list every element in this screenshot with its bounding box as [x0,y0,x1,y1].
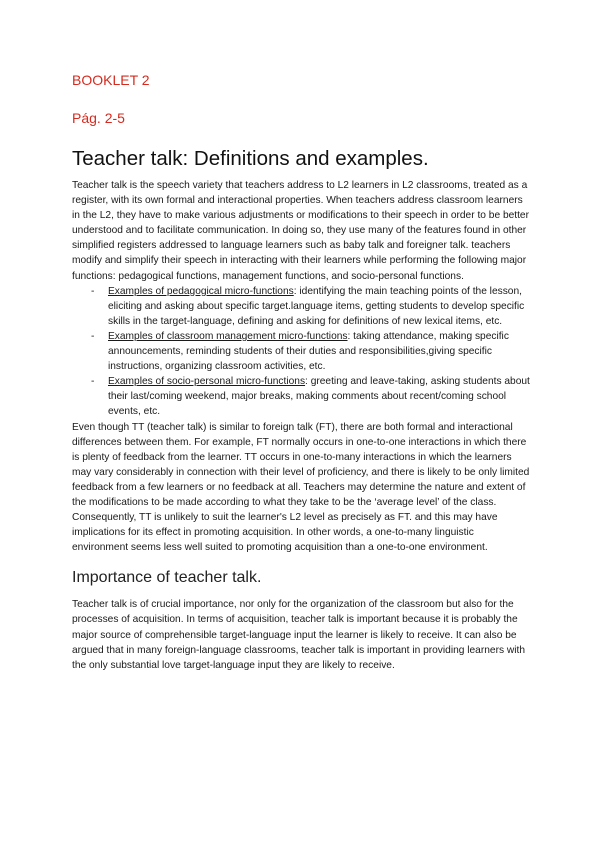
list-item-text: : greeting and leave-taking, asking students about their last/coming weekend, major breaks, making comments about recent/coming school events, etc. [108,376,530,418]
list-dash: - [91,285,95,297]
list-dash: - [91,376,95,388]
importance-paragraph: Teacher talk is of crucial importance, nor only for the organization of the classroom but also for the processes of acquisition. In terms of acquisition, teacher talk is important because it is probably the major source of comprehensible target-language input the learner is likely to receive. It can also be argued that in many foreign-language classrooms, teacher talk is important in providing learners with the only substantial love target-language input they are likely to receive. [72,599,526,671]
list-item-label: Examples of classroom management micro-functions [108,330,348,342]
page-reference: Pág. 2-5 [72,110,125,126]
micro-functions-list [72,284,532,420]
list-item-text: : taking attendance, making specific announcements, reminding students of their duties and responsibilities,giving specific instructions, organizing classroom activities, etc. [108,330,509,373]
list-item-label: Examples of socio-personal micro-functions [108,376,306,388]
list-item-label: Examples of pedagogical micro-functions [108,285,294,297]
comparison-paragraph: Even though TT (teacher talk) is similar to foreign talk (FT), there are both formal and interactional differences between them. For example, FT normally occurs in one-to-one interactions in which there is plenty of feedback from the learner. TT occurs in one-to-many interactions in which the learners may vary considerably in connection with their level of proficiency, and there is likely to be only limited feedback from a few learners or no feedback at all. Teachers may determine the nature and extent of the modifications to be made according to what they take to be the ‘average level’ of the class. Consequently, TT is unlikely to suit the learner's L2 level as precisely as FT. and this may have implications for its effect in promoting acquisition. In other words, a one-to-many linguistic environment seems less well suited to promoting acquisition than a one-to-one environment. [72,421,530,554]
document-page [72,70,532,673]
list-item [91,374,532,419]
booklet-label: BOOKLET 2 [72,72,150,88]
list-item [91,329,532,374]
intro-paragraph: Teacher talk is the speech variety that teachers address to L2 learners in L2 classrooms, treated as a register, with its own formal and interactional properties. When teachers address classroom learners in the L2, they have to make various adjustments or modifications to their speech in order to be better understood and to facilitate communication. In doing so, they use many of the features found in other simplified registers addressed to language learners such as baby talk and foreigner talk. teachers modify and simplify their speech in interacting with their learners while performing the following major functions: pedagogical functions, management functions, and socio-personal functions. [72,180,529,282]
list-item-text: : identifying the main teaching points of the lesson, eliciting and asking about specific target.language items, getting students to develop specific skills in the target-language, defining and asking for definitions of new lexical items, etc. [108,285,525,327]
section-title-importance: Importance of teacher talk. [72,569,262,587]
list-dash: - [91,330,95,342]
list-item [91,284,532,329]
section-title-definitions: Teacher talk: Definitions and examples. [72,147,429,170]
